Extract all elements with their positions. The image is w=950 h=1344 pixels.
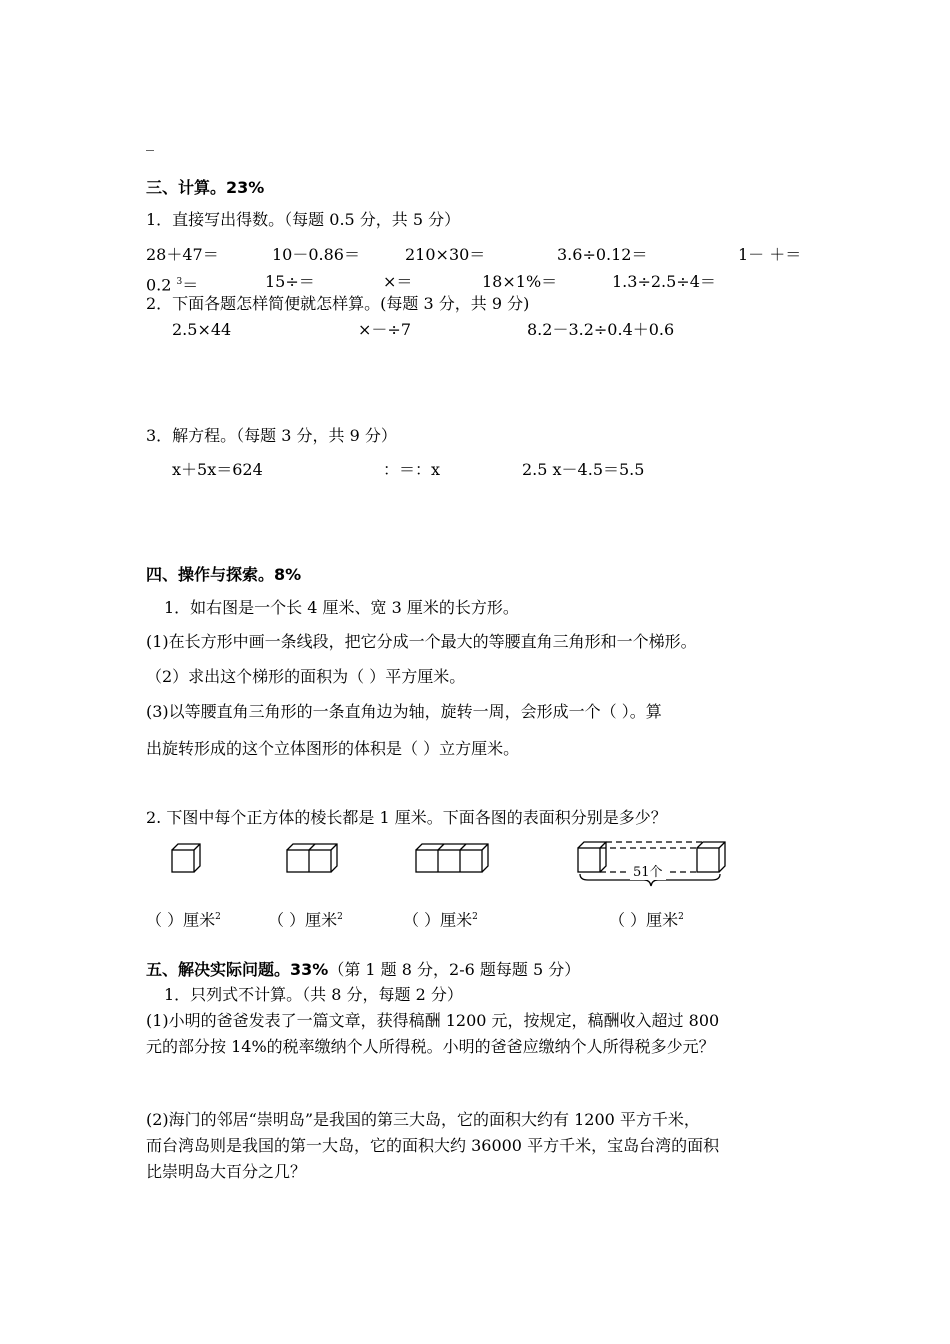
cube-figure-3 <box>416 844 488 872</box>
calc-item: 15÷＝ <box>265 272 315 291</box>
s4-q2-heading: 2. 下图中每个正方体的棱长都是 1 厘米。下面各图的表面积分别是多少？ <box>146 808 667 827</box>
top-mark: _ <box>146 132 154 151</box>
calc-item: ×＝ <box>383 272 413 291</box>
cube-count-label: 51个 <box>630 866 666 880</box>
answer-blank: （ ）厘米$^2$ <box>268 910 343 930</box>
s5-q1-part2-line2: 而台湾岛则是我国的第一大岛，它的面积大约 36000 平方千米，宝岛台湾的面积 <box>146 1136 720 1155</box>
s5-q1-part2-line1: (2)海门的邻居“崇明岛”是我国的第三大岛，它的面积大约有 1200 平方千米， <box>146 1110 700 1129</box>
calc-item: 210×30＝ <box>405 245 486 264</box>
s4-q1-part3: (3)以等腰直角三角形的一条直角边为轴，旋转一周，会形成一个（ ）。算 <box>146 702 662 721</box>
s4-q1-part1: (1)在长方形中画一条线段，把它分成一个最大的等腰直角三角形和一个梯形。 <box>146 632 697 651</box>
calc-item: 3.6÷0.12＝ <box>557 245 648 264</box>
s5-q1-part1-line1: (1)小明的爸爸发表了一篇文章，获得稿酬 1200 元，按规定，稿酬收入超过 800 <box>146 1011 720 1030</box>
equation-item: ：＝：x <box>383 460 441 479</box>
s4-q1-part2: （2）求出这个梯形的面积为（ ）平方厘米。 <box>146 667 466 686</box>
s3-q1-heading: 1．直接写出得数。（每题 0.5 分，共 5 分） <box>146 210 461 229</box>
simplify-item: 2.5×44 <box>172 320 232 339</box>
section-4-title: 四、操作与探索。8% <box>146 565 302 584</box>
simplify-item: 8.2－3.2÷0.4＋0.6 <box>527 320 675 339</box>
s3-q3-heading: 3．解方程。（每题 3 分，共 9 分） <box>146 426 397 445</box>
simplify-item: ×－÷7 <box>358 320 411 339</box>
calc-item: 1.3÷2.5÷4＝ <box>612 272 716 291</box>
equation-item: x＋5x＝624 <box>172 460 263 479</box>
answer-blank: （ ）厘米$^2$ <box>403 910 478 930</box>
answer-blank: （ ）厘米$^2$ <box>146 910 221 930</box>
answer-blank: （ ）厘米$^2$ <box>609 910 684 930</box>
calc-item: 0.2 $^3$＝ <box>146 275 199 295</box>
s4-q1-part3-cont: 出旋转形成的这个立体图形的体积是（ ）立方厘米。 <box>146 739 520 758</box>
calc-item: 18×1%＝ <box>482 272 558 291</box>
cube-figure-1 <box>172 844 200 872</box>
section-5-title: 五、解决实际问题。33%（第 1 题 8 分，2-6 题每题 5 分） <box>146 960 581 979</box>
s3-q2-heading: 2．下面各题怎样简便就怎样算。(每题 3 分，共 9 分) <box>146 294 530 313</box>
cube-figure-2 <box>287 844 337 872</box>
s5-q1-part2-line3: 比崇明岛大百分之几？ <box>146 1162 307 1181</box>
s4-q1-heading: 1．如右图是一个长 4 厘米、宽 3 厘米的长方形。 <box>164 598 519 617</box>
calc-item: 10－0.86＝ <box>272 245 360 264</box>
section-3-title: 三、计算。23% <box>146 178 265 197</box>
calc-item: 1－ ＋＝ <box>738 245 802 264</box>
s5-q1-heading: 1．只列式不计算。（共 8 分，每题 2 分） <box>164 985 463 1004</box>
calc-item: 28＋47＝ <box>146 245 219 264</box>
s5-q1-part1-line2: 元的部分按 14%的税率缴纳个人所得税。小明的爸爸应缴纳个人所得税多少元？ <box>146 1037 715 1056</box>
equation-item: 2.5 x－4.5＝5.5 <box>522 460 645 479</box>
